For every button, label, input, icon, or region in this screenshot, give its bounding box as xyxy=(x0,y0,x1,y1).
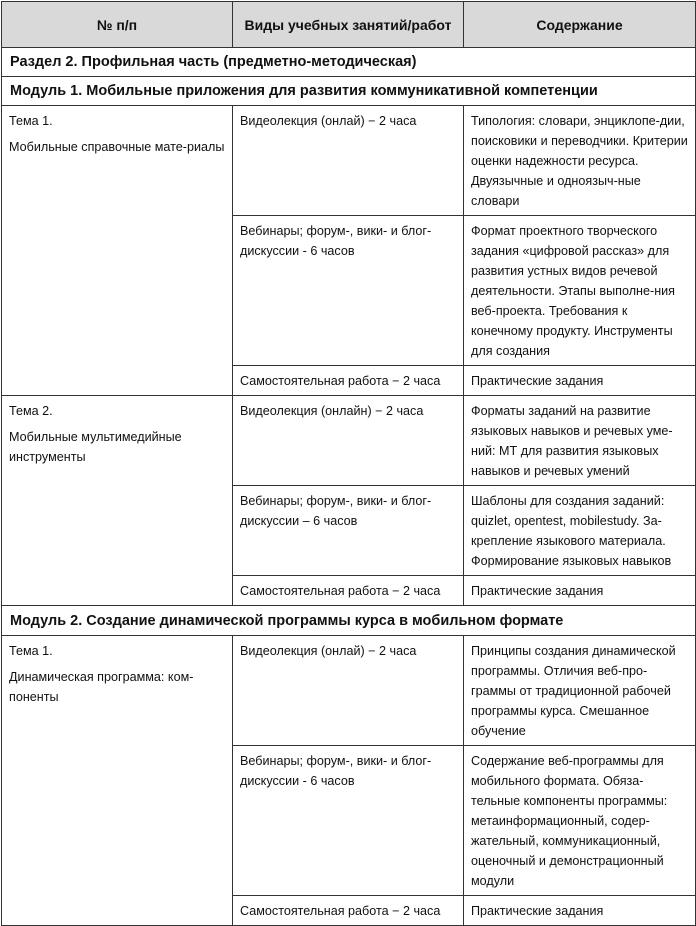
activity-type: Вебинары; форум-, вики- и блог-дискуссии - 6 часов xyxy=(233,746,464,896)
activity-content: Практические задания xyxy=(464,366,696,396)
activity-type: Самостоятельная работа − 2 часа xyxy=(233,366,464,396)
table-row xyxy=(2,396,696,486)
activity-content: Содержание веб-программы для мобильного формата. Обяза-тельные компоненты программы: метаинформационный, содер-жательный, коммуникационный, оценочный и демонстрационный модули xyxy=(464,746,696,896)
activity-type: Видеолекция (онлайн) − 2 часа xyxy=(233,396,464,486)
topic-name: Динамическая программа: ком-поненты xyxy=(9,670,194,704)
topic-cell xyxy=(2,106,233,396)
activity-type: Видеолекция (онлай) − 2 часа xyxy=(233,106,464,216)
module-row xyxy=(2,606,696,636)
table-row xyxy=(2,636,696,746)
topic-name: Мобильные справочные мате-риалы xyxy=(9,140,225,154)
section-row xyxy=(2,48,696,77)
header-content: Содержание xyxy=(464,2,696,48)
module-1-title: Модуль 1. Мобильные приложения для развития коммуникативной компетенции xyxy=(2,77,696,106)
activity-type: Вебинары; форум-, вики- и блог-дискуссии – 6 часов xyxy=(233,486,464,576)
activity-content: Типология: словари, энциклопе-дии, поисковики и переводчики. Критерии оценки надежности ресурса. Двуязычные и одноязыч-ные словари xyxy=(464,106,696,216)
topic-cell xyxy=(2,636,233,926)
module-2-title: Модуль 2. Создание динамической программы курса в мобильном формате xyxy=(2,606,696,636)
activity-type: Вебинары; форум-, вики- и блог-дискуссии - 6 часов xyxy=(233,216,464,366)
activity-type: Самостоятельная работа − 2 часа xyxy=(233,576,464,606)
curriculum-table xyxy=(1,1,696,926)
activity-content: Практические задания xyxy=(464,576,696,606)
activity-content: Принципы создания динамической программы. Отличия веб-про-граммы от традиционной рабочей программы курса. Смешанное обучение xyxy=(464,636,696,746)
header-types: Виды учебных занятий/работ xyxy=(233,2,464,48)
topic-cell xyxy=(2,396,233,606)
activity-content: Шаблоны для создания заданий: quizlet, opentest, mobilestudy. За-крепление языкового материала. Формирование языковых навыков xyxy=(464,486,696,576)
topic-label: Тема 1. xyxy=(9,114,53,128)
table-row xyxy=(2,106,696,216)
topic-name: Мобильные мультимедийные инструменты xyxy=(9,430,182,464)
topic-label: Тема 1. xyxy=(9,644,53,658)
activity-type: Самостоятельная работа − 2 часа xyxy=(233,896,464,926)
topic-label: Тема 2. xyxy=(9,404,53,418)
module-row xyxy=(2,77,696,106)
activity-content: Практические задания xyxy=(464,896,696,926)
header-row xyxy=(2,2,696,48)
activity-type: Видеолекция (онлай) − 2 часа xyxy=(233,636,464,746)
header-num: № п/п xyxy=(2,2,233,48)
activity-content: Формат проектного творческого задания «цифровой рассказ» для развития устных видов речевой деятельности. Этапы выполне-ния веб-проекта. Требования к конечному продукту. Инструменты для создания xyxy=(464,216,696,366)
activity-content: Форматы заданий на развитие языковых навыков и речевых уме-ний: МТ для развития языковых навыков и речевых умений xyxy=(464,396,696,486)
section-title: Раздел 2. Профильная часть (предметно-методическая) xyxy=(2,48,696,77)
